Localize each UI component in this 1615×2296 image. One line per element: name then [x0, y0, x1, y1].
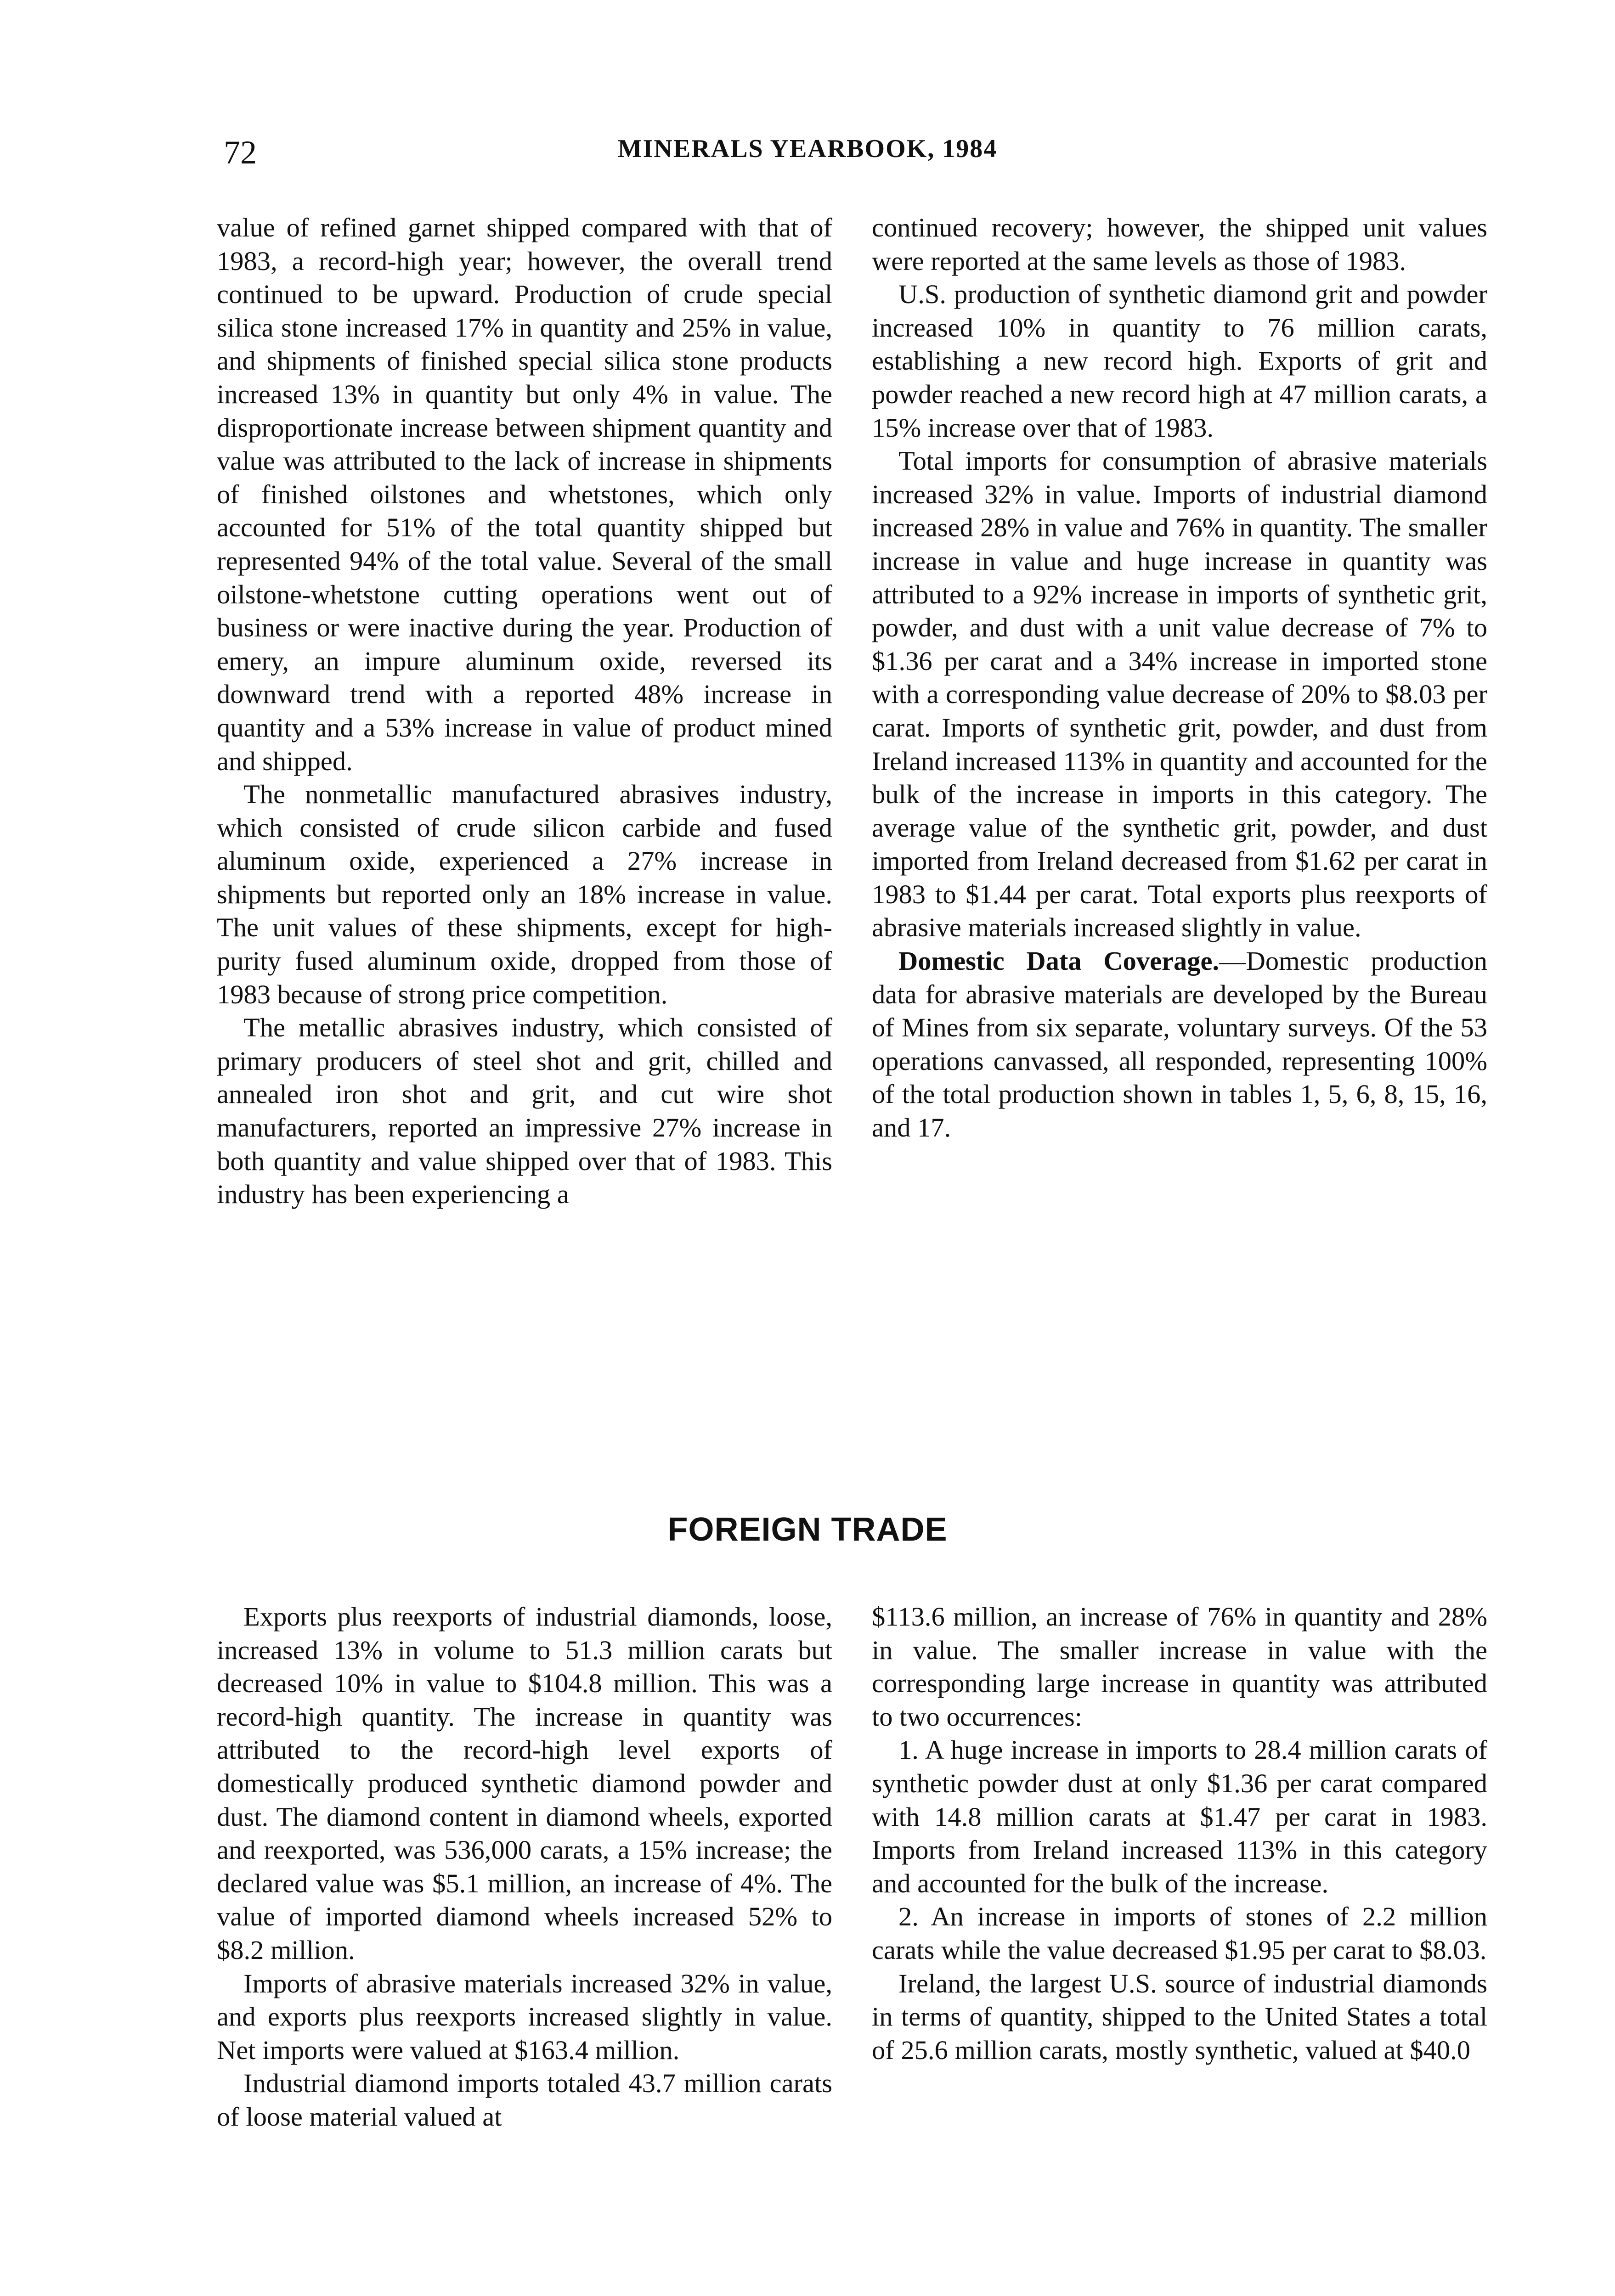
foreign-trade-right-column [872, 1600, 1487, 2067]
list-item: 1. A huge increase in imports to 28.4 million carats of synthetic powder dust at only $1.36 per carat compared with 14.8 million carats at $1.47 per carat in 1983. Imports from Ireland increased 113% in this category and accounted for the bulk of the increase. [872, 1735, 1487, 1898]
list-item: 2. An increase in imports of stones of 2.2 million carats while the value decreased $1.95 per carat to $8.03. [872, 1902, 1487, 1965]
paragraph: Industrial diamond imports totaled 43.7 million carats of loose material valued at [217, 2068, 832, 2132]
paragraph: Total imports for consumption of abrasive materials increased 32% in value. Imports of industrial diamond increased 28% in value and 76% in quantity. The smaller increase in value and huge increase in quantity was attributed to a 92% increase in imports of synthetic grit, powder, and dust with a unit value decrease of 7% to $1.36 per carat and a 34% increase in imported stone with a corresponding value decrease of 20% to $8.03 per carat. Imports of synthetic grit, powder, and dust from Ireland increased 113% in quantity and accounted for the bulk of the increase in imports in this category. The average value of the synthetic grit, powder, and dust imported from Ireland decreased from $1.62 per carat in 1983 to $1.44 per carat. Total exports plus reexports of abrasive materials increased slightly in value. [872, 446, 1487, 943]
section-heading: FOREIGN TRADE [667, 1511, 948, 1548]
paragraph: $113.6 million, an increase of 76% in quantity and 28% in value. The smaller increase in value with the corresponding large increase in quantity was attributed to two occurrences: [872, 1602, 1487, 1732]
paragraph-text: —Domestic production data for abrasive materials are developed by the Bureau of Mines from six separate, voluntary surveys. Of the 53 operations canvassed, all responded, representing 100% of the total production shown in tables 1, 5, 6, 8, 15, 16, and 17. [872, 946, 1488, 1143]
run-in-heading: Domestic Data Coverage. [898, 946, 1220, 976]
paragraph: continued recovery; however, the shipped unit values were reported at the same levels as those of 1983. [872, 213, 1487, 276]
paragraph: Exports plus reexports of industrial diamonds, loose, increased 13% in volume to 51.3 million carats but decreased 10% in value to $104.8 million. This was a record-high quantity. The increase in quantity was attributed to the record-high level exports of domestically produced synthetic diamond powder and dust. The diamond content in diamond wheels, exported and reexported, was 536,000 carats, a 15% increase; the declared value was $5.1 million, an increase of 4%. The value of imported diamond wheels increased 52% to $8.2 million. [217, 1602, 832, 1965]
page-number: 72 [224, 134, 257, 171]
upper-right-column [872, 211, 1487, 1145]
running-head: MINERALS YEARBOOK, 1984 [617, 135, 998, 163]
paragraph: Ireland, the largest U.S. source of industrial diamonds in terms of quantity, shipped to the United States a total of 25.6 million carats, mostly synthetic, valued at $40.0 [872, 1968, 1487, 2065]
foreign-trade-left-column [217, 1600, 832, 2134]
paragraph: Imports of abrasive materials increased 32% in value, and exports plus reexports increased slightly in value. Net imports were valued at $163.4 million. [217, 1968, 832, 2065]
paragraph: The nonmetallic manufactured abrasives industry, which consisted of crude silicon carbide and fused aluminum oxide, experienced a 27% increase in shipments but reported only an 18% increase in value. The unit values of these shipments, except for high-purity fused aluminum oxide, dropped from those of 1983 because of strong price competition. [217, 779, 832, 1009]
paragraph: U.S. production of synthetic diamond grit and powder increased 10% in quantity to 76 million carats, establishing a new record high. Exports of grit and powder reached a new record high at 47 million carats, a 15% increase over that of 1983. [872, 279, 1487, 443]
paragraph: The metallic abrasives industry, which consisted of primary producers of steel shot and grit, chilled and annealed iron shot and grit, and cut wire shot manufacturers, reported an impressive 27% increase in both quantity and value shipped over that of 1983. This industry has been experiencing a [217, 1013, 832, 1210]
domestic-data-coverage-paragraph [872, 945, 1487, 1145]
upper-left-column [217, 211, 832, 1211]
paragraph: value of refined garnet shipped compared with that of 1983, a record-high year; however, the overall trend continued to be upward. Production of crude special silica stone increased 17% in quantity and 25% in value, and shipments of finished special silica stone products increased 13% in quantity but only 4% in value. The disproportionate increase between shipment quantity and value was attributed to the lack of increase in shipments of finished oilstones and whetstones, which only accounted for 51% of the total quantity shipped but represented 94% of the total value. Several of the small oilstone-whetstone cutting operations went out of business or were inactive during the year. Production of emery, an impure aluminum oxide, reversed its downward trend with a reported 48% increase in quantity and a 53% increase in value of product mined and shipped. [217, 213, 832, 776]
